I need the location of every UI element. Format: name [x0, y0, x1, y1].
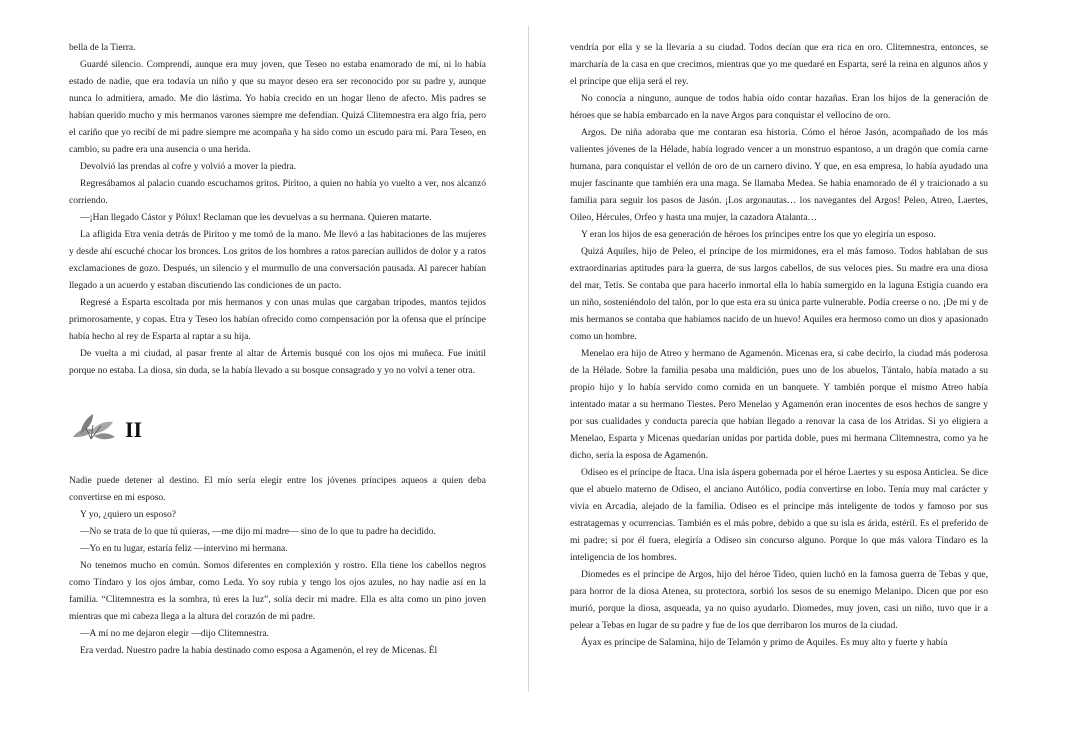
paragraph: Era verdad. Nuestro padre la había destinado como esposa a Agamenón, el rey de Micenas. Él [80, 646, 438, 656]
right-page [530, 0, 1080, 731]
paragraph: Regresábamos al palacio cuando escuchamos gritos. Pirítoo, a quien no había yo vuelto a ver, nos alcanzó corriendo. [69, 179, 486, 206]
paragraph: Devolvió las prendas al cofre y volvió a mover la piedra. [80, 162, 297, 172]
paragraph: Menelao era hijo de Atreo y hermano de Agamenón. Micenas era, si cabe decirlo, la ciudad más poderosa de la Hélade. Sobre la familia pesaba una maldición, pues uno de los abuelos, Tántalo, había matado a su propio hijo y lo había servido como comida en un banquete. Y también porque el mismo Atreo había intentado matar a su hermano Tiestes. Pero Menelao y Agamenón eran inocentes de esos hechos de sangre y por sus cualidades y conducta parecía que habían llegado a renovar la casa de los Atridas. Si yo eligiera a Menelao, Esparta y Micenas quedarían unidas por partida doble, pues mi hermana Clitemnestra, como ya he dicho, sería la esposa de Agamenón. [570, 349, 988, 461]
paragraph: De vuelta a mi ciudad, al pasar frente al altar de Ártemis busqué con los ojos mi muñeca. Fue inútil porque no estaba. La diosa, sin duda, se la había llevado a su bosque consagrado y yo no volví a tener otra. [69, 349, 486, 376]
paragraph: Guardé silencio. Comprendí, aunque era muy joven, que Teseo no estaba enamorado de mí, ni lo había estado de nadie, que era todavía un niño y que su mayor deseo era ser reconocido por su padre y, aunque nunca lo admitiera, amado. Me dio lástima. Yo había crecido en un hogar lleno de afecto. Mis padres se habían querido mucho y mis hermanos varones siempre me defendían. Quizá Clitemnestra era algo fría, pero el cariño que yo recibí de mi padre siempre me acompaña y ha sido como un escudo para mí. Para Teseo, en cambio, su padre era una ausencia o una herida. [69, 60, 486, 155]
page-divider [528, 26, 529, 692]
paragraph: —A mí no me dejaron elegir —dijo Clitemnestra. [80, 629, 269, 639]
paragraph: No tenemos mucho en común. Somos diferentes en complexión y rostro. Ella tiene los cabellos negros como Tíndaro y los ojos ámbar, como Leda. Yo soy rubia y tengo los ojos azules, no hay nadie así en la familia. “Clitemnestra es la sombra, tú eres la luz”, solía decir mi madre. Ella es alta como un pino joven mientras que mi cabeza llega a la altura del corazón de mi padre. [69, 561, 486, 622]
paragraph: Argos. De niña adoraba que me contaran esa historia. Cómo el héroe Jasón, acompañado de los más valientes jóvenes de la Hélade, había logrado vencer a un monstruo espantoso, a un dragón que comía carne humana, para conquistar el vellón de oro de un carnero divino. Y que, en esa empresa, lo había ayudado una mujer fascinante que también era una maga. Se llamaba Medea. Se había enamorado de él y traicionado a su familia para seguir los pasos de Jasón. ¡Los argonautas… los navegantes del Argos! Peleo, Atreo, Laertes, Oileo, Hércules, Orfeo y hasta una mujer, la cazadora Atalanta… [570, 128, 988, 223]
paragraph: —Yo en tu lugar, estaría feliz —intervino mi hermana. [80, 544, 288, 554]
left-page-text-top [69, 40, 486, 380]
chapter-number: II [125, 417, 143, 442]
paragraph: Odiseo es el príncipe de Ítaca. Una isla áspera gobernada por el héroe Laertes y su esposa Anticlea. Se dice que el abuelo materno de Odiseo, el anciano Autólico, podía convertirse en lobo. Tenía muy mal carácter y vivía en Arcadia, alejado de la familia. Odiseo es el príncipe más inteligente de todos y famoso por sus estratagemas y ocurrencias. También es el más pobre, debido a que su isla es árida, estéril. Es el preferido de mi padre; si por él fuera, elegiría a Odiseo sin concurso alguno. Porque lo que más valora Tíndaro es la inteligencia de los hombres. [570, 468, 989, 563]
paragraph: vendría por ella y se la llevaría a su ciudad. Todos decían que era rica en oro. Clitemnestra, entonces, se marcharía de la casa en que crecimos, mientras que yo me quedaré en Esparta, seré la reina en algunos años y el príncipe que elija será el rey. [570, 43, 988, 87]
paragraph: —No se trata de lo que tú quieras, —me dijo mi madre— sino de lo que tu padre ha decidido. [80, 527, 436, 537]
right-page-text [570, 40, 988, 652]
left-page [0, 0, 529, 731]
paragraph: bella de la Tierra. [69, 43, 136, 53]
chapter-heading [69, 408, 142, 444]
paragraph: No conocía a ninguno, aunque de todos había oído contar hazañas. Eran los hijos de la generación de héroes que se había embarcado en la nave Argos para conquistar el vellocino de oro. [570, 94, 988, 121]
paragraph: Quizá Aquiles, hijo de Peleo, el príncipe de los mirmidones, era el más famoso. Todos hablaban de sus extraordinarias aptitudes para la guerra, de sus largos cabellos, de sus veloces pies. Su madre era una diosa del mar, Tetis. Se contaba que para hacerlo inmortal ella lo había sumergido en la laguna Estigia cuando era un niño, sosteniéndolo del talón, por lo que esta era su única parte vulnerable. Podía creerse o no. ¡De mí y de mis hermanos se contaba que habíamos nacido de un huevo! Aquiles era hermoso como un dios y apasionado como un hombre. [570, 247, 988, 342]
paragraph: Y yo, ¿quiero un esposo? [80, 510, 176, 520]
paragraph: Diomedes es el príncipe de Argos, hijo del héroe Tideo, quien luchó en la famosa guerra de Tebas y que, para horror de la diosa Atenea, su protectora, sorbió los sesos de su enemigo Melanipo. Dicen que por eso murió, porque la diosa, asqueada, ya no quiso ayudarlo. Diomedes, muy joven, casi un niño, tuvo que ir a pelear a Tebas en lugar de su padre y fue de los que derribaron los muros de la ciudad. [570, 570, 988, 631]
paragraph: Regresé a Esparta escoltada por mis hermanos y con unas mulas que cargaban trípodes, mantos tejidos primorosamente, y copas. Etra y Teseo los habían ofrecido como compensación por la ofensa que el príncipe había hecho al rey de Esparta al raptar a su hija. [69, 298, 486, 342]
paragraph: Áyax es príncipe de Salamina, hijo de Telamón y primo de Aquiles. Es muy alto y fuerte y había [581, 638, 948, 648]
leaf-ornament-icon [69, 410, 119, 442]
paragraph: Y eran los hijos de esa generación de héroes los príncipes entre los que yo elegiría un esposo. [581, 230, 936, 240]
left-page-text-bottom [69, 473, 486, 660]
paragraph: Nadie puede detener al destino. El mío sería elegir entre los jóvenes príncipes aqueos a quien deba convertirse en mi esposo. [69, 476, 486, 503]
paragraph: La afligida Etra venía detrás de Pirítoo y me tomó de la mano. Me llevó a las habitaciones de las mujeres y desde ahí escuché chocar los bronces. Los gritos de los hombres a ratos parecían aullidos de dolor y a ratos exclamaciones de gozo. Después, un silencio y el murmullo de una conversación pausada. Al parecer habían llegado a un acuerdo y estaban discutiendo las condiciones de un pacto. [69, 230, 486, 291]
paragraph: —¡Han llegado Cástor y Pólux! Reclaman que les devuelvas a su hermana. Quieren matarte. [80, 213, 432, 223]
